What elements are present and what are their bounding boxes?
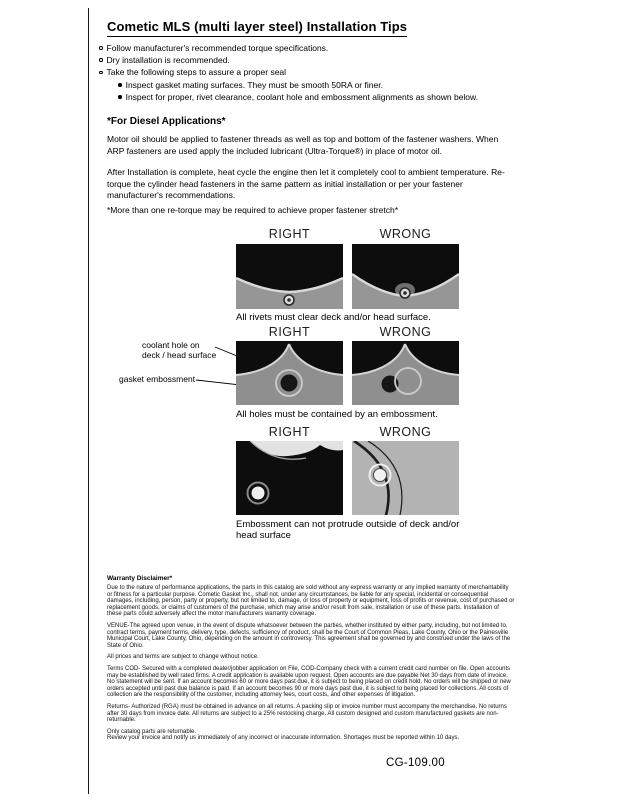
retorque-note: *More than one re-torque may be required to achieve proper fastener stretch* (107, 205, 399, 215)
warranty-paragraph: Due to the nature of performance applications, the parts in this catalog are sold without any express warranty or any implied warranty of merchantability or fitness for a particular purpose. Cometic Gasket Inc., shall not, under any circumstances, be liable for any special, incidental or consequential damages, including, person, party or property, but not limited to, damage, or loss of property or equipment, loss of profits or revenue, cost of purchased or replacement goods, or claims of customers of the purchase, which may arise and/or result from sale, installation or use of these parts. Installation of these parts could adversely affect the motor manufacturers warranty coverage. (107, 585, 515, 618)
rivet-right-diagram (236, 244, 343, 309)
warranty-paragraph: Returns- Authorized (RGA) must be obtained in advance on all returns. A packing slip or invoice number must accompany the merchandise. No returns after 30 days from invoice date. All returns are subject to a 25% restocking charge. All custom designed and custom manufactured gaskets are non-returnable. (107, 703, 507, 724)
figure-coolant-right (236, 341, 343, 405)
filled-bullet-icon (118, 83, 122, 87)
list-item (99, 68, 478, 77)
figure-caption: Embossment can not protrude outside of deck and/or head surface (236, 519, 460, 541)
coolant-hole (281, 375, 298, 392)
rivet-wrong-diagram (352, 244, 459, 309)
diesel-paragraph: After Installation is complete, heat cycle the engine then let it completely cool to ambient temperature. Re-torque the cylinder head fasteners in the same pattern as initial installation or per your fastener manufacturer's recommendations. (107, 167, 505, 200)
warranty-paragraph: Review your invoice and notify us immediately of any incorrect or inaccurate information. Shortages must be reported within 10 days. (107, 735, 460, 742)
list-item (99, 44, 478, 53)
bolt-hole (374, 469, 387, 482)
tip-subtext: Inspect gasket mating surfaces. They must be smooth 50RA or finer. (125, 79, 383, 90)
warranty-block (107, 585, 515, 742)
figure-caption: All holes must be contained by an embossment. (236, 409, 438, 420)
rivet-center (403, 291, 407, 295)
list-subitem (118, 81, 478, 90)
figure-embossment-wrong (352, 441, 459, 515)
wrong-label: WRONG (379, 227, 432, 241)
tip-subtext: Inspect for proper, rivet clearance, coolant hole and embossment alignments as shown below. (125, 91, 479, 102)
tip-text: Follow manufacturer's recommended torque specifications. (106, 43, 329, 53)
warranty-paragraph: Terms COD- Secured with a completed dealer/jobber application on File, COD-Company check with a current credit card number on file. Open accounts may be established by well rated firms. A credit application is available upon request. Open accounts are due payable Net 30 days from date of invoice. No statement will be sent. If an account becomes 60 or more days past due, it is subject to being placed on credit hold. No orders will be shipped or new orders accepted until past due balance is paid. If an account becomes 90 or more days past due, it is subject to being placed for collections. All costs of collection are the responsibility of the customer, including attorney fees, court costs, and other expenses of litigation. (107, 665, 511, 699)
right-label: RIGHT (268, 325, 311, 339)
page-code: CG-109.00 (386, 757, 445, 769)
open-bullet-icon (99, 58, 103, 62)
list-item (99, 56, 478, 65)
figure-rivet-wrong (352, 244, 459, 309)
wrong-label: WRONG (379, 325, 432, 339)
warranty-paragraph: All prices and terms are subject to change without notice. (107, 654, 259, 661)
tips-list (99, 44, 478, 105)
left-edge-line (88, 8, 89, 794)
warranty-heading: Warranty Disclaimer* (107, 575, 173, 582)
figure-rivet-right (236, 244, 343, 309)
warranty-paragraph: VENUE-The agreed upon venue, in the event of dispute whatsoever between the parties, whether instituted by either party, including, but not limited to, contract terms, payment terms, delivery, type, defects, sufficiency of product, shall be the Court of Common Pleas, Lake County, Ohio or the Painesville Municipal Court, Lake County, Ohio, depending on the amount in controversy. This agreement shall be governed by and construed under the laws of the State of Ohio. (107, 622, 511, 649)
coolant-wrong-diagram (352, 341, 459, 405)
coolant-right-diagram (236, 341, 343, 405)
open-bullet-icon (99, 46, 103, 50)
figure-coolant-wrong (352, 341, 459, 405)
embossment-wrong-diagram (352, 441, 459, 515)
embossment-callout: gasket embossment (119, 374, 196, 384)
coolant-hole-callout: coolant hole on deck / head surface (142, 340, 217, 360)
filled-bullet-icon (118, 95, 122, 99)
warranty-paragraph: Only catalog parts are returnable. (107, 728, 197, 735)
tip-text: Take the following steps to assure a proper seal (106, 67, 287, 78)
figure-caption: All rivets must clear deck and/or head surface. (236, 312, 431, 323)
page-title: Cometic MLS (multi layer steel) Installation Tips (107, 19, 407, 37)
bolt-hole (252, 487, 265, 500)
diesel-applications-heading: *For Diesel Applications* (107, 116, 226, 127)
tip-text: Dry installation is recommended. (106, 55, 230, 66)
diesel-paragraph: Motor oil should be applied to fastener threads as well as top and bottom of the fastener washers. When ARP fasteners are used apply the included lubricant (Ultra-Torque®) in place of motor oil. (107, 134, 499, 156)
list-subitem (118, 93, 478, 102)
figure-embossment-right (236, 441, 343, 515)
embossment-right-diagram (236, 441, 343, 515)
wrong-label: WRONG (379, 425, 432, 439)
rivet-center (287, 298, 291, 302)
open-bullet-icon (99, 71, 103, 75)
right-label: RIGHT (268, 425, 311, 439)
right-label: RIGHT (268, 227, 311, 241)
